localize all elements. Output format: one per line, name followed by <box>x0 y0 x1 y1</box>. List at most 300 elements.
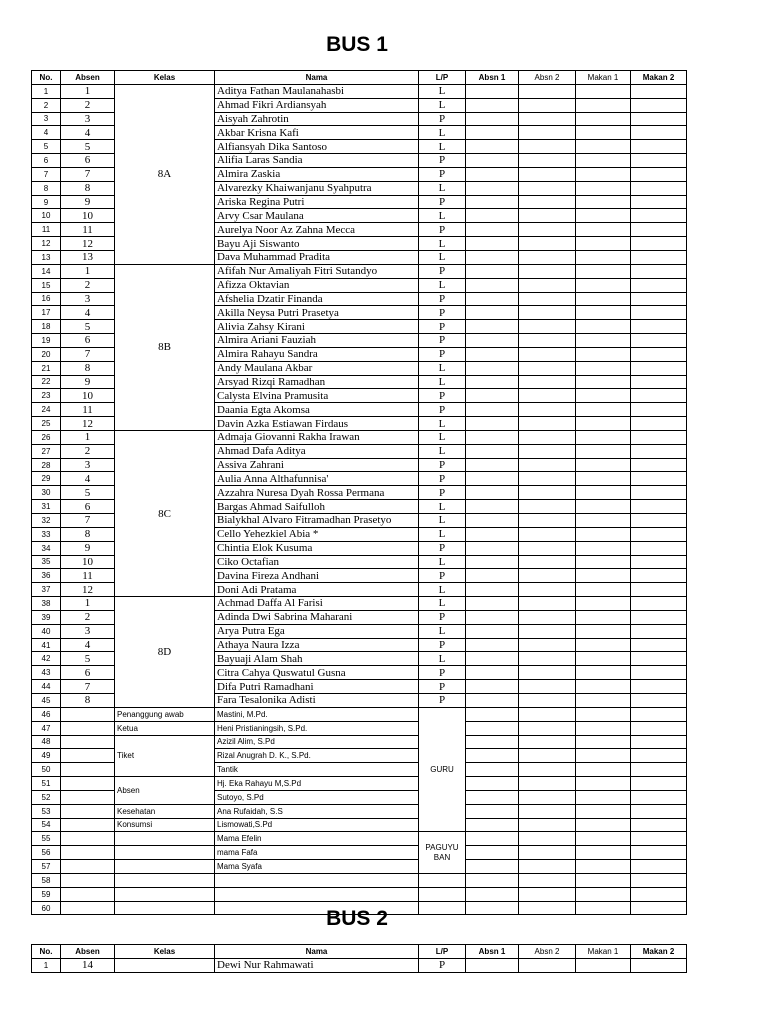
makan-2-cell[interactable] <box>631 167 687 181</box>
makan-2-cell[interactable] <box>631 693 687 707</box>
makan-1-cell[interactable] <box>576 361 631 375</box>
absn-2-cell[interactable] <box>519 777 576 791</box>
row-number: 5 <box>32 140 61 154</box>
absn-2-cell[interactable] <box>519 347 576 361</box>
absn-2-cell[interactable] <box>519 610 576 624</box>
absn-1-cell[interactable] <box>466 167 519 181</box>
absn-2-cell[interactable] <box>519 140 576 154</box>
absn-2-cell[interactable] <box>519 873 576 887</box>
absen-number: 12 <box>61 237 115 251</box>
row-number: 22 <box>32 375 61 389</box>
makan-1-cell[interactable] <box>576 112 631 126</box>
makan-2-cell[interactable] <box>631 597 687 611</box>
makan-2-cell[interactable] <box>631 292 687 306</box>
makan-1-cell[interactable] <box>576 126 631 140</box>
absn-2-cell[interactable] <box>519 126 576 140</box>
absn-2-cell[interactable] <box>519 250 576 264</box>
makan-1-cell[interactable] <box>576 84 631 98</box>
makan-1-cell[interactable] <box>576 541 631 555</box>
absn-2-cell[interactable] <box>519 403 576 417</box>
absn-2-cell[interactable] <box>519 583 576 597</box>
absn-2-cell[interactable] <box>519 486 576 500</box>
absn-1-cell[interactable] <box>466 790 519 804</box>
absen-number: 1 <box>61 430 115 444</box>
absn-2-cell[interactable] <box>519 527 576 541</box>
absn-1-cell[interactable] <box>466 361 519 375</box>
absn-1-cell[interactable] <box>466 98 519 112</box>
role-tiket: Tiket <box>115 735 215 777</box>
absn-1-cell[interactable] <box>466 804 519 818</box>
makan-1-cell[interactable] <box>576 347 631 361</box>
absn-2-cell[interactable] <box>519 846 576 860</box>
absn-2-cell[interactable] <box>519 167 576 181</box>
makan-1-cell[interactable] <box>576 154 631 168</box>
makan-2-cell[interactable] <box>631 112 687 126</box>
makan-2-cell[interactable] <box>631 721 687 735</box>
row-number: 16 <box>32 292 61 306</box>
row-number: 14 <box>32 264 61 278</box>
makan-2-cell[interactable] <box>631 958 687 972</box>
makan-2-cell[interactable] <box>631 486 687 500</box>
makan-2-cell[interactable] <box>631 264 687 278</box>
absen-number: 7 <box>61 347 115 361</box>
makan-2-cell[interactable] <box>631 818 687 832</box>
absn-2-cell[interactable] <box>519 818 576 832</box>
absn-1-cell[interactable] <box>466 555 519 569</box>
lp-cell: P <box>419 458 466 472</box>
makan-1-cell[interactable] <box>576 790 631 804</box>
makan-1-cell[interactable] <box>576 832 631 846</box>
makan-1-cell[interactable] <box>576 237 631 251</box>
absn-2-cell[interactable] <box>519 361 576 375</box>
col-header-makan-1: Makan 1 <box>576 71 631 85</box>
absen-number: 3 <box>61 292 115 306</box>
absn-2-cell[interactable] <box>519 638 576 652</box>
absen-number <box>61 860 115 874</box>
makan-2-cell[interactable] <box>631 223 687 237</box>
absn-1-cell[interactable] <box>466 250 519 264</box>
absen-number: 6 <box>61 154 115 168</box>
absn-2-cell[interactable] <box>519 320 576 334</box>
makan-1-cell[interactable] <box>576 735 631 749</box>
lp-cell: L <box>419 652 466 666</box>
makan-2-cell[interactable] <box>631 430 687 444</box>
makan-2-cell[interactable] <box>631 846 687 860</box>
nama-cell: Bialykhal Alvaro Fitramadhan Prasetyo <box>215 514 419 528</box>
row-number: 10 <box>32 209 61 223</box>
absn-1-cell[interactable] <box>466 873 519 887</box>
group-paguyuban: PAGUYU BAN <box>419 832 466 874</box>
absn-1-cell[interactable] <box>466 887 519 901</box>
absn-2-cell[interactable] <box>519 790 576 804</box>
absn-2-cell[interactable] <box>519 555 576 569</box>
absn-1-cell[interactable] <box>466 444 519 458</box>
absn-1-cell[interactable] <box>466 721 519 735</box>
lp-cell: L <box>419 140 466 154</box>
makan-2-cell[interactable] <box>631 375 687 389</box>
absn-2-cell[interactable] <box>519 223 576 237</box>
makan-2-cell[interactable] <box>631 832 687 846</box>
makan-2-cell[interactable] <box>631 500 687 514</box>
absn-1-cell[interactable] <box>466 278 519 292</box>
makan-2-cell[interactable] <box>631 541 687 555</box>
absn-2-cell[interactable] <box>519 860 576 874</box>
makan-1-cell[interactable] <box>576 569 631 583</box>
row-number: 33 <box>32 527 61 541</box>
makan-2-cell[interactable] <box>631 873 687 887</box>
makan-2-cell[interactable] <box>631 804 687 818</box>
absn-1-cell[interactable] <box>466 832 519 846</box>
makan-2-cell[interactable] <box>631 458 687 472</box>
absn-1-cell[interactable] <box>466 638 519 652</box>
makan-1-cell[interactable] <box>576 209 631 223</box>
makan-2-cell[interactable] <box>631 444 687 458</box>
makan-1-cell[interactable] <box>576 514 631 528</box>
absn-1-cell[interactable] <box>466 209 519 223</box>
makan-2-cell[interactable] <box>631 209 687 223</box>
absn-1-cell[interactable] <box>466 306 519 320</box>
makan-1-cell[interactable] <box>576 486 631 500</box>
makan-1-cell[interactable] <box>576 278 631 292</box>
makan-2-cell[interactable] <box>631 527 687 541</box>
nama-cell: Bargas Ahmad Saifulloh <box>215 500 419 514</box>
role-absen: Absen <box>115 777 215 805</box>
nama-cell: Admaja Giovanni Rakha Irawan <box>215 430 419 444</box>
makan-1-cell[interactable] <box>576 430 631 444</box>
makan-1-cell[interactable] <box>576 610 631 624</box>
absn-2-cell[interactable] <box>519 444 576 458</box>
makan-1-cell[interactable] <box>576 860 631 874</box>
row-number: 53 <box>32 804 61 818</box>
absn-1-cell[interactable] <box>466 958 519 972</box>
lp-cell: P <box>419 306 466 320</box>
absn-2-cell[interactable] <box>519 472 576 486</box>
lp-cell: L <box>419 181 466 195</box>
makan-2-cell[interactable] <box>631 98 687 112</box>
absn-2-cell[interactable] <box>519 237 576 251</box>
absen-number: 1 <box>61 264 115 278</box>
absn-2-cell[interactable] <box>519 749 576 763</box>
makan-2-cell[interactable] <box>631 707 687 721</box>
nama-cell: Daania Egta Akomsa <box>215 403 419 417</box>
makan-1-cell[interactable] <box>576 777 631 791</box>
absn-1-cell[interactable] <box>466 735 519 749</box>
makan-1-cell[interactable] <box>576 500 631 514</box>
absn-1-cell[interactable] <box>466 597 519 611</box>
bus-1-title: BUS 1 <box>326 33 388 56</box>
makan-2-cell[interactable] <box>631 278 687 292</box>
makan-1-cell[interactable] <box>576 707 631 721</box>
makan-2-cell[interactable] <box>631 320 687 334</box>
absn-1-cell[interactable] <box>466 292 519 306</box>
makan-2-cell[interactable] <box>631 652 687 666</box>
absn-2-cell[interactable] <box>519 334 576 348</box>
absn-1-cell[interactable] <box>466 860 519 874</box>
absn-2-cell[interactable] <box>519 458 576 472</box>
makan-2-cell[interactable] <box>631 84 687 98</box>
absn-1-cell[interactable] <box>466 334 519 348</box>
absn-1-cell[interactable] <box>466 154 519 168</box>
row-number: 34 <box>32 541 61 555</box>
makan-1-cell[interactable] <box>576 403 631 417</box>
absn-2-cell[interactable] <box>519 375 576 389</box>
makan-2-cell[interactable] <box>631 237 687 251</box>
row-number: 2 <box>32 98 61 112</box>
lp-cell: P <box>419 403 466 417</box>
kelas-cell <box>115 846 215 860</box>
absn-2-cell[interactable] <box>519 195 576 209</box>
nama-cell: Hj. Eka Rahayu M,S.Pd <box>215 777 419 791</box>
lp-cell: P <box>419 569 466 583</box>
makan-2-cell[interactable] <box>631 417 687 431</box>
absn-1-cell[interactable] <box>466 846 519 860</box>
absn-2-cell[interactable] <box>519 680 576 694</box>
makan-2-cell[interactable] <box>631 624 687 638</box>
makan-1-cell[interactable] <box>576 223 631 237</box>
makan-1-cell[interactable] <box>576 749 631 763</box>
absn-2-cell[interactable] <box>519 209 576 223</box>
absn-1-cell[interactable] <box>466 347 519 361</box>
nama-cell: Lismowati,S.Pd <box>215 818 419 832</box>
absn-1-cell[interactable] <box>466 417 519 431</box>
makan-1-cell[interactable] <box>576 652 631 666</box>
makan-2-cell[interactable] <box>631 790 687 804</box>
makan-2-cell[interactable] <box>631 735 687 749</box>
makan-2-cell[interactable] <box>631 361 687 375</box>
makan-2-cell[interactable] <box>631 680 687 694</box>
absn-1-cell[interactable] <box>466 610 519 624</box>
absn-2-cell[interactable] <box>519 112 576 126</box>
absn-2-cell[interactable] <box>519 98 576 112</box>
absn-1-cell[interactable] <box>466 84 519 98</box>
makan-2-cell[interactable] <box>631 347 687 361</box>
absn-2-cell[interactable] <box>519 278 576 292</box>
absn-1-cell[interactable] <box>466 181 519 195</box>
absn-2-cell[interactable] <box>519 417 576 431</box>
absn-2-cell[interactable] <box>519 597 576 611</box>
makan-2-cell[interactable] <box>631 306 687 320</box>
absn-2-cell[interactable] <box>519 154 576 168</box>
absn-2-cell[interactable] <box>519 832 576 846</box>
makan-1-cell[interactable] <box>576 597 631 611</box>
absen-number: 9 <box>61 375 115 389</box>
col-header-makan-2: Makan 2 <box>631 71 687 85</box>
makan-2-cell[interactable] <box>631 195 687 209</box>
absn-1-cell[interactable] <box>466 403 519 417</box>
absn-1-cell[interactable] <box>466 430 519 444</box>
makan-1-cell[interactable] <box>576 846 631 860</box>
makan-2-cell[interactable] <box>631 569 687 583</box>
makan-2-cell[interactable] <box>631 514 687 528</box>
absen-number <box>61 832 115 846</box>
makan-1-cell[interactable] <box>576 958 631 972</box>
makan-1-cell[interactable] <box>576 167 631 181</box>
makan-1-cell[interactable] <box>576 763 631 777</box>
absn-1-cell[interactable] <box>466 680 519 694</box>
absn-1-cell[interactable] <box>466 541 519 555</box>
nama-cell: Davin Azka Estiawan Firdaus <box>215 417 419 431</box>
makan-1-cell[interactable] <box>576 320 631 334</box>
makan-1-cell[interactable] <box>576 264 631 278</box>
absn-1-cell[interactable] <box>466 112 519 126</box>
absn-2-cell[interactable] <box>519 721 576 735</box>
absn-2-cell[interactable] <box>519 652 576 666</box>
absn-2-cell[interactable] <box>519 569 576 583</box>
absn-2-cell[interactable] <box>519 264 576 278</box>
absn-1-cell[interactable] <box>466 763 519 777</box>
lp-cell: L <box>419 361 466 375</box>
absn-2-cell[interactable] <box>519 514 576 528</box>
makan-1-cell[interactable] <box>576 306 631 320</box>
makan-2-cell[interactable] <box>631 860 687 874</box>
absen-number: 8 <box>61 693 115 707</box>
absn-2-cell[interactable] <box>519 306 576 320</box>
absn-1-cell[interactable] <box>466 237 519 251</box>
makan-1-cell[interactable] <box>576 389 631 403</box>
absn-2-cell[interactable] <box>519 735 576 749</box>
absn-2-cell[interactable] <box>519 541 576 555</box>
absn-1-cell[interactable] <box>466 320 519 334</box>
absn-1-cell[interactable] <box>466 195 519 209</box>
makan-1-cell[interactable] <box>576 250 631 264</box>
makan-1-cell[interactable] <box>576 417 631 431</box>
makan-1-cell[interactable] <box>576 721 631 735</box>
makan-1-cell[interactable] <box>576 583 631 597</box>
absn-1-cell[interactable] <box>466 527 519 541</box>
absn-1-cell[interactable] <box>466 569 519 583</box>
makan-1-cell[interactable] <box>576 804 631 818</box>
absn-2-cell[interactable] <box>519 693 576 707</box>
makan-1-cell[interactable] <box>576 181 631 195</box>
absn-1-cell[interactable] <box>466 264 519 278</box>
absn-1-cell[interactable] <box>466 777 519 791</box>
absn-2-cell[interactable] <box>519 500 576 514</box>
makan-2-cell[interactable] <box>631 763 687 777</box>
absn-2-cell[interactable] <box>519 707 576 721</box>
absn-2-cell[interactable] <box>519 84 576 98</box>
makan-1-cell[interactable] <box>576 555 631 569</box>
absn-2-cell[interactable] <box>519 624 576 638</box>
makan-1-cell[interactable] <box>576 444 631 458</box>
makan-2-cell[interactable] <box>631 583 687 597</box>
makan-2-cell[interactable] <box>631 334 687 348</box>
makan-1-cell[interactable] <box>576 458 631 472</box>
table-row <box>32 846 687 860</box>
makan-2-cell[interactable] <box>631 403 687 417</box>
makan-2-cell[interactable] <box>631 181 687 195</box>
absn-1-cell[interactable] <box>466 126 519 140</box>
absn-1-cell[interactable] <box>466 458 519 472</box>
nama-cell: Almira Rahayu Sandra <box>215 347 419 361</box>
absn-2-cell[interactable] <box>519 958 576 972</box>
absn-1-cell[interactable] <box>466 472 519 486</box>
absn-2-cell[interactable] <box>519 430 576 444</box>
row-number: 51 <box>32 777 61 791</box>
makan-1-cell[interactable] <box>576 527 631 541</box>
makan-1-cell[interactable] <box>576 818 631 832</box>
makan-2-cell[interactable] <box>631 250 687 264</box>
makan-1-cell[interactable] <box>576 195 631 209</box>
makan-1-cell[interactable] <box>576 375 631 389</box>
row-number: 6 <box>32 154 61 168</box>
absn-1-cell[interactable] <box>466 389 519 403</box>
nama-cell: Chintia Elok Kusuma <box>215 541 419 555</box>
makan-2-cell[interactable] <box>631 472 687 486</box>
makan-1-cell[interactable] <box>576 472 631 486</box>
nama-cell: Alvarezky Khaiwanjanu Syahputra <box>215 181 419 195</box>
makan-2-cell[interactable] <box>631 555 687 569</box>
absn-1-cell[interactable] <box>466 140 519 154</box>
col-header-makan-1: Makan 1 <box>576 945 631 959</box>
absn-1-cell[interactable] <box>466 486 519 500</box>
row-number: 32 <box>32 514 61 528</box>
absn-1-cell[interactable] <box>466 749 519 763</box>
absn-2-cell[interactable] <box>519 389 576 403</box>
absn-1-cell[interactable] <box>466 624 519 638</box>
makan-2-cell[interactable] <box>631 140 687 154</box>
absn-1-cell[interactable] <box>466 693 519 707</box>
row-number: 19 <box>32 334 61 348</box>
makan-2-cell[interactable] <box>631 126 687 140</box>
absn-1-cell[interactable] <box>466 223 519 237</box>
absn-1-cell[interactable] <box>466 818 519 832</box>
absn-1-cell[interactable] <box>466 500 519 514</box>
makan-1-cell[interactable] <box>576 873 631 887</box>
makan-2-cell[interactable] <box>631 749 687 763</box>
absn-1-cell[interactable] <box>466 666 519 680</box>
makan-2-cell[interactable] <box>631 389 687 403</box>
row-number: 18 <box>32 320 61 334</box>
absn-2-cell[interactable] <box>519 666 576 680</box>
nama-cell: Mastini, M.Pd. <box>215 707 419 721</box>
nama-cell: Ariska Regina Putri <box>215 195 419 209</box>
absn-2-cell[interactable] <box>519 181 576 195</box>
row-number: 1 <box>32 84 61 98</box>
makan-2-cell[interactable] <box>631 154 687 168</box>
absen-number: 9 <box>61 195 115 209</box>
row-number: 54 <box>32 818 61 832</box>
makan-1-cell[interactable] <box>576 680 631 694</box>
makan-1-cell[interactable] <box>576 638 631 652</box>
makan-1-cell[interactable] <box>576 334 631 348</box>
makan-2-cell[interactable] <box>631 887 687 901</box>
makan-1-cell[interactable] <box>576 666 631 680</box>
row-number: 11 <box>32 223 61 237</box>
absn-2-cell[interactable] <box>519 804 576 818</box>
absn-2-cell[interactable] <box>519 763 576 777</box>
absn-2-cell[interactable] <box>519 292 576 306</box>
absn-1-cell[interactable] <box>466 583 519 597</box>
lp-cell: P <box>419 292 466 306</box>
makan-1-cell[interactable] <box>576 624 631 638</box>
absn-1-cell[interactable] <box>466 707 519 721</box>
makan-1-cell[interactable] <box>576 292 631 306</box>
makan-1-cell[interactable] <box>576 693 631 707</box>
absn-1-cell[interactable] <box>466 514 519 528</box>
makan-2-cell[interactable] <box>631 638 687 652</box>
absn-1-cell[interactable] <box>466 375 519 389</box>
makan-1-cell[interactable] <box>576 887 631 901</box>
absn-1-cell[interactable] <box>466 652 519 666</box>
makan-2-cell[interactable] <box>631 610 687 624</box>
lp-cell: L <box>419 500 466 514</box>
makan-1-cell[interactable] <box>576 140 631 154</box>
makan-2-cell[interactable] <box>631 666 687 680</box>
absn-2-cell[interactable] <box>519 887 576 901</box>
row-number: 24 <box>32 403 61 417</box>
makan-2-cell[interactable] <box>631 777 687 791</box>
makan-1-cell[interactable] <box>576 98 631 112</box>
